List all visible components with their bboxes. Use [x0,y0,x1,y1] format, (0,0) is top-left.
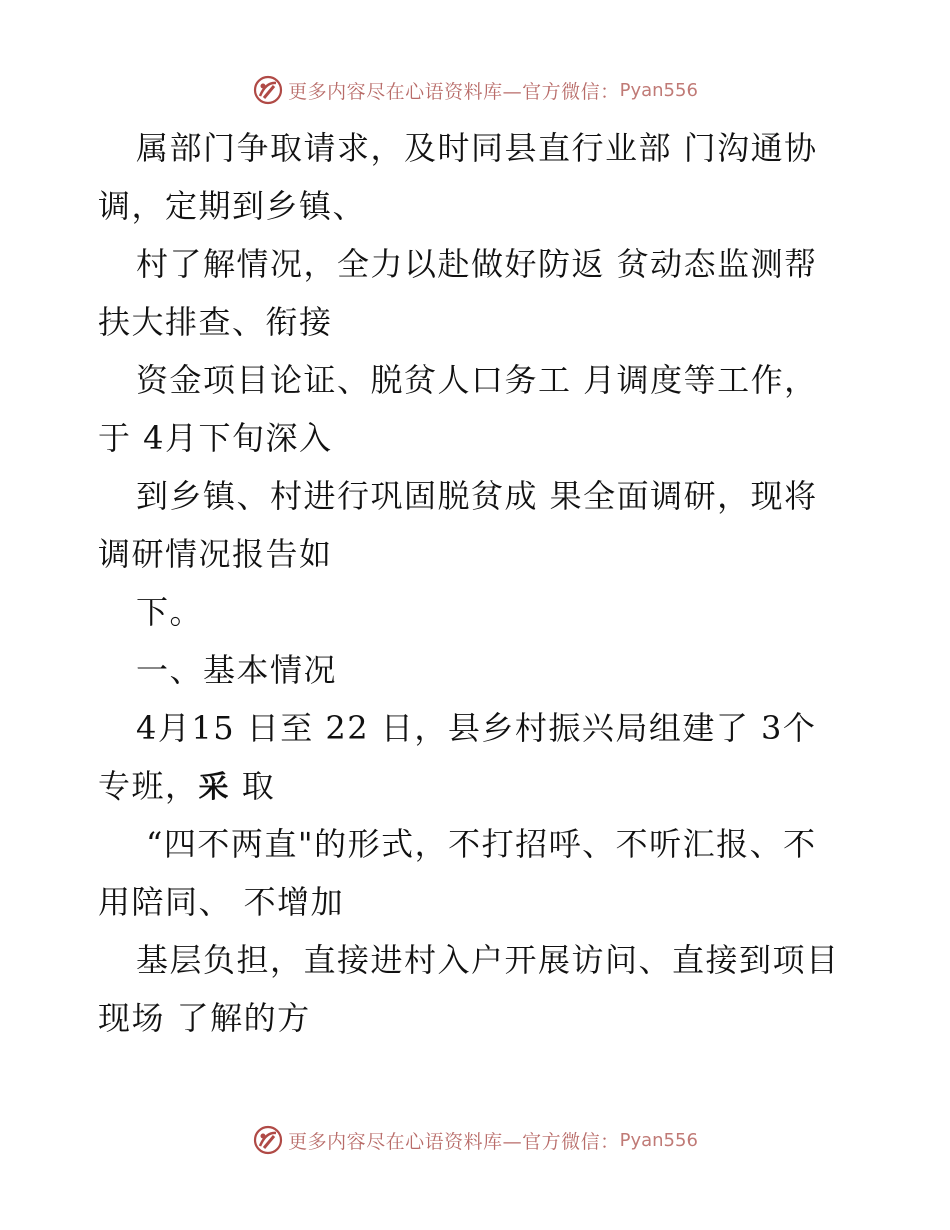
text-line [98,766,858,808]
text-fragment-bold: 采 [198,770,231,805]
text-line: 扶大排查、衔接 [98,303,333,341]
text-line: 到乡镇、村进行巩固脱贫成 果全面调研，现将 [136,477,818,515]
header-banner [0,72,950,108]
text-line: “四不两直"的形式，不打招呼、不听汇报、不 [146,825,817,863]
text-line: 于 4月下旬深入 [98,419,333,457]
banner-text: 更多内容尽在心语资料库—官方微信： [288,80,620,103]
banner-wechat-id: Pyan556 [619,1129,698,1151]
text-fragment: 专班， [98,767,199,805]
text-line: 用陪同、 不增加 [98,883,345,921]
logo-icon [252,1124,284,1156]
text-line: 调，定期到乡镇、 [98,187,367,225]
text-line: 资金项目论证、脱贫人口务工 月调度等工作， [136,361,818,399]
banner-text: 更多内容尽在心语资料库—官方微信： [288,1130,620,1153]
text-line: 下。 [136,593,204,631]
footer-banner [0,1122,950,1158]
text-line: 调研情况报告如 [98,535,333,573]
banner-wechat-id: Pyan556 [619,79,698,101]
text-line: 属部门争取请求，及时同县直行业部 门沟通协 [136,129,818,167]
text-line: 现场 了解的方 [98,999,311,1037]
section-heading: 一、基本情况 [136,651,338,689]
logo-icon [252,74,284,106]
text-line: 基层负担，直接进村入户开展访问、直接到项目 [136,941,840,979]
text-fragment: 取 [230,767,276,805]
text-line: 村了解情况，全力以赴做好防返 贫动态监测帮 [136,245,818,283]
text-line: 4月15 日至 22 日，县乡村振兴局组建了 3个 [136,709,817,747]
